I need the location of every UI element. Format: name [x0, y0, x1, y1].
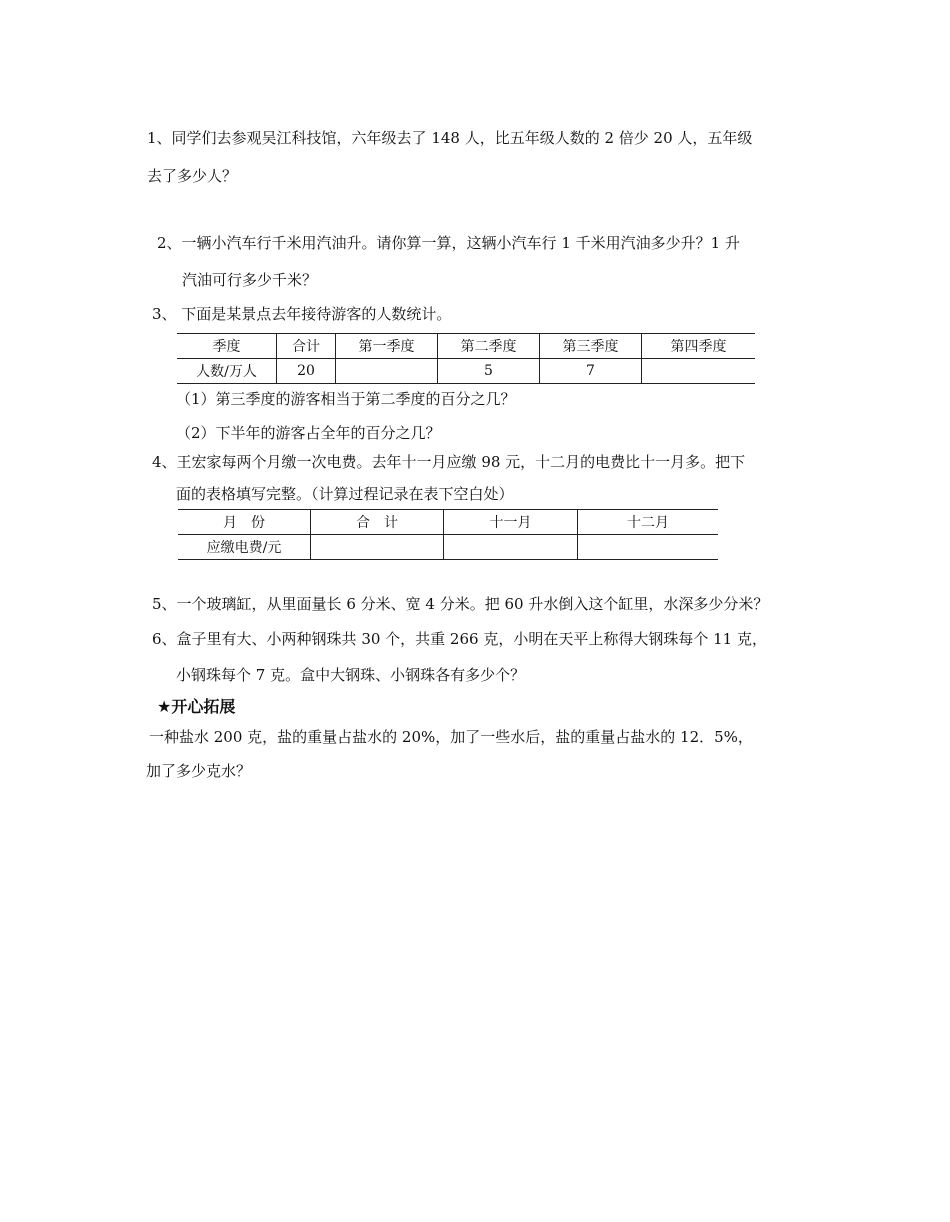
question-2-line-1: 2、一辆小汽车行千米用汽油升。请你算一算，这辆小汽车行 1 千米用汽油多少升？1 升: [157, 234, 740, 252]
question-2-line-2: 汽油可行多少千米？: [182, 271, 318, 289]
table-header-cell: 月 份: [178, 510, 311, 535]
table-cell: 应缴电费/元: [178, 535, 311, 560]
visitor-stats-table: [177, 333, 755, 384]
question-6-line-2: 小钢珠每个 7 克。盒中大钢珠、小钢珠各有多少个？: [176, 666, 526, 684]
extension-line-2: 加了多少克水？: [146, 762, 252, 780]
question-4-line-1: 4、王宏家每两个月缴一次电费。去年十一月应缴 98 元，十二月的电费比十一月多。把下: [152, 453, 746, 471]
table-header-cell: 合计: [277, 334, 336, 359]
table-header-cell: 第三季度: [540, 334, 642, 359]
extension-heading: ★开心拓展: [157, 697, 236, 716]
table-header-cell: 十一月: [444, 510, 578, 535]
table-cell: [336, 359, 438, 384]
question-1-line-1: 1、同学们去参观吴江科技馆，六年级去了 148 人，比五年级人数的 2 倍少 20 人，五年级: [147, 129, 753, 147]
table-row: [177, 334, 755, 359]
table-cell: 7: [540, 359, 642, 384]
table-header-cell: 第四季度: [642, 334, 756, 359]
question-3-sub-1: （1）第三季度的游客相当于第二季度的百分之几？: [176, 390, 516, 408]
table-header-cell: 第二季度: [438, 334, 540, 359]
question-4-line-2: 面的表格填写完整。（计算过程记录在表下空白处）: [176, 485, 514, 503]
electricity-fee-table: [178, 509, 718, 560]
question-6-line-1: 6、盒子里有大、小两种钢珠共 30 个，共重 266 克，小明在天平上称得大钢珠每个 11 克，: [152, 630, 767, 648]
table-header-cell: 十二月: [578, 510, 719, 535]
table-row: [177, 359, 755, 384]
question-3-intro: 3、 下面是某景点去年接待游客的人数统计。: [152, 305, 452, 323]
table-row: [178, 510, 718, 535]
table-cell: 20: [277, 359, 336, 384]
table-cell: [578, 535, 719, 560]
table-cell: [444, 535, 578, 560]
extension-line-1: 一种盐水 200 克，盐的重量占盐水的 20%，加了一些水后，盐的重量占盐水的 12．5%，: [149, 728, 753, 746]
question-5-line-1: 5、一个玻璃缸，从里面量长 6 分米、宽 4 分米。把 60 升水倒入这个缸里，水深多少分米？: [152, 595, 769, 613]
table-cell: [642, 359, 756, 384]
table-cell: [311, 535, 444, 560]
table-cell: 5: [438, 359, 540, 384]
table-header-cell: 合 计: [311, 510, 444, 535]
question-3-sub-2: （2）下半年的游客占全年的百分之几？: [176, 424, 441, 442]
question-1-line-2: 去了多少人？: [147, 167, 238, 185]
table-header-cell: 第一季度: [336, 334, 438, 359]
table-header-cell: 季度: [177, 334, 277, 359]
table-row: [178, 535, 718, 560]
table-cell: 人数/万人: [177, 359, 277, 384]
